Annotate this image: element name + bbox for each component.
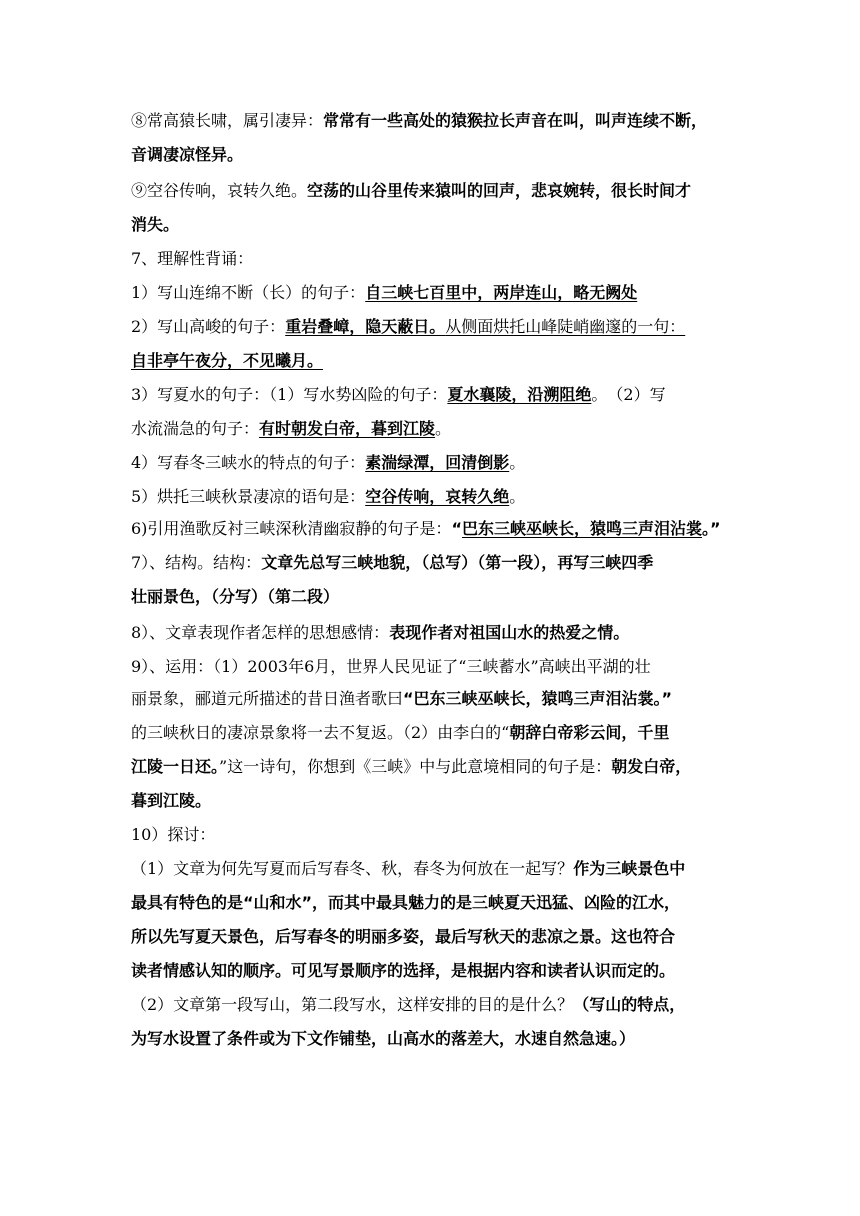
bold-text: 作为三峡景色中: [573, 859, 686, 878]
bold-text: 所以先写夏天景色，后写春冬的明丽多姿，最后写秋天的悲凉之景。这也符合: [131, 927, 676, 946]
text-line: [131, 486, 525, 508]
text-line: [131, 892, 680, 914]
section-heading: [131, 824, 215, 846]
answer-text: 自非亭午夜分，不见曦月。: [131, 351, 324, 370]
bold-text: 表现作者对祖国山水的热爱之情。: [389, 623, 630, 642]
bold-text: 暮到江陵。: [131, 791, 212, 810]
answer-text: 自三峡七百里中，两岸连山，略无阙处: [365, 283, 638, 302]
text-line: [131, 858, 685, 880]
bold-text: 文章先总写三峡地貌，（总写）（第一段），再写三峡四季: [261, 553, 654, 572]
normal-text: 3）写夏水的句子：（1）写水势凶险的句子：: [131, 385, 448, 404]
bold-text: 空荡的山谷里传来猿叫的回声，悲哀婉转，很长时间才: [307, 181, 692, 200]
text-line: [131, 316, 685, 338]
text-line: [131, 994, 685, 1016]
answer-text: 重岩叠嶂，隐天蔽日。: [285, 317, 446, 336]
bold-text: 朝发白帝，: [611, 757, 692, 776]
text-line: [131, 926, 675, 948]
normal-text: 6)引用渔歌反衬三峡深秋清幽寂静的句子是：: [131, 519, 452, 538]
bold-text: 最具有特色的是“山和水”，而其中最具魅力的是三峡夏天迅猛、凶险的江水，: [131, 893, 681, 912]
text-line: [131, 282, 637, 304]
text-line: [131, 518, 721, 540]
text-line: [131, 110, 707, 132]
bold-text: 消失。: [131, 215, 180, 234]
normal-text: 9）、运用：（1）2003年6月，世界人民见证了“三峡蓄水”高峡出平湖的壮: [131, 657, 651, 676]
text-line: [131, 214, 179, 236]
normal-text: 的三峡秋日的凄凉景象将一去不复返。（2）由李白的“: [131, 723, 510, 742]
text-line: [131, 552, 653, 574]
text-line: [131, 586, 339, 608]
bold-text: 常常有一些高处的猿猴拉长声音在叫，叫声连续不断，: [323, 111, 708, 130]
normal-text: 2）写山高峻的句子：: [131, 317, 286, 336]
normal-text: （2）文章第一段写山，第二段写水，这样安排的目的是什么？: [131, 995, 574, 1014]
normal-text: 。: [509, 453, 526, 472]
bold-text: 壮丽景色，（分写）（第二段）: [131, 587, 340, 606]
text-line: [131, 384, 666, 406]
normal-text: （1）文章为何先写夏而后写春冬、秋，春冬为何放在一起写？: [131, 859, 574, 878]
normal-text: ⑨空谷传响，哀转久绝。: [131, 181, 308, 200]
answer-text: 素湍绿潭，回清倒影: [365, 453, 510, 472]
answer-text: 有时朝发白帝，暮到江陵: [259, 419, 436, 438]
text-line: [131, 622, 629, 644]
bold-text: “巴东三峡巫峡长，猿鸣三声泪沾裳。”: [403, 689, 673, 708]
text-line: [131, 656, 651, 678]
text-line: [131, 350, 323, 372]
bold-text: 。”: [701, 519, 721, 538]
text-line: [131, 1028, 635, 1050]
bold-text: 江陵一日还。: [131, 757, 220, 776]
normal-text: ”这一诗句，你想到《三峡》中与此意境相同的句子是：: [219, 757, 612, 776]
normal-text: 4）写春冬三峡水的特点的句子：: [131, 453, 366, 472]
text-line: [131, 144, 243, 166]
normal-text: 1）写山连绵不断（长）的句子：: [131, 283, 366, 302]
bold-text: 为写水设置了条件或为下文作铺垫，山高水的落差大，水速自然急速。）: [131, 1029, 636, 1048]
normal-text: 。 （2）写: [591, 385, 666, 404]
underlined-text: 从侧面烘托山峰陡峭幽邃的一句：: [445, 317, 686, 336]
bold-text: 读者情感认知的顺序。可见写景顺序的选择，是根据内容和读者认识而定的。: [131, 961, 676, 980]
normal-text: 丽景象，郦道元所描述的昔日渔者歌曰: [131, 689, 404, 708]
text-line: [131, 452, 525, 474]
answer-text: 巴东三峡巫峡长，猿鸣三声泪沾裳: [461, 519, 702, 538]
text-line: [131, 960, 675, 982]
normal-text: 。: [509, 487, 526, 506]
text-line: [131, 688, 672, 710]
normal-text: 8）、文章表现作者怎样的思想感情：: [131, 623, 390, 642]
normal-text: 10）探讨：: [131, 825, 216, 844]
bold-text: “: [451, 519, 462, 538]
text-line: [131, 722, 669, 744]
normal-text: 。: [435, 419, 452, 438]
normal-text: 5）烘托三峡秋景凄凉的语句是：: [131, 487, 366, 506]
bold-text: 朝辞白帝彩云间，千里: [509, 723, 670, 742]
normal-text: 7、理解性背诵：: [131, 249, 254, 268]
text-line: [131, 756, 691, 778]
normal-text: 水流湍急的句子：: [131, 419, 260, 438]
bold-text: 音调凄凉怪异。: [131, 145, 244, 164]
answer-text: 空谷传响，哀转久绝: [365, 487, 510, 506]
text-line: [131, 790, 211, 812]
text-line: [131, 418, 451, 440]
normal-text: 7）、结构。结构：: [131, 553, 262, 572]
text-line: [131, 180, 691, 202]
answer-text: 夏水襄陵，沿溯阻绝: [447, 385, 592, 404]
section-heading: [131, 248, 253, 270]
bold-text: （写山的特点，: [573, 995, 686, 1014]
normal-text: ⑧常高猿长啸，属引凄异：: [131, 111, 324, 130]
